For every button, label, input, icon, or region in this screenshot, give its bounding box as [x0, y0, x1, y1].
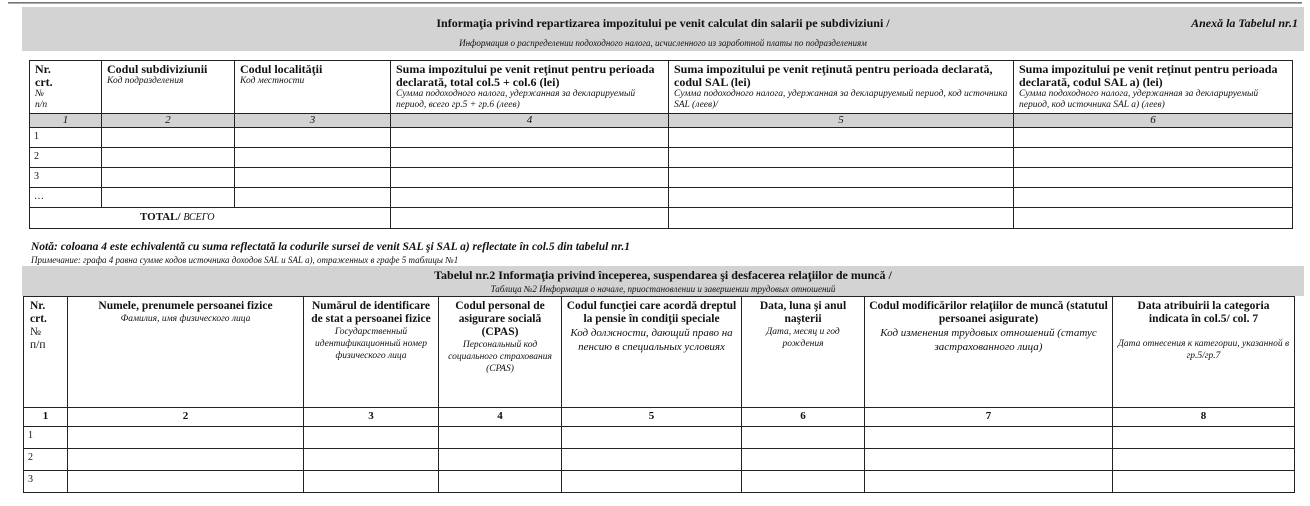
- locality-cell[interactable]: [235, 188, 391, 208]
- table-row: [30, 168, 1293, 188]
- locality-cell[interactable]: [235, 148, 391, 168]
- locality-cell[interactable]: [235, 168, 391, 188]
- t1-colnum: 3: [235, 114, 391, 128]
- top-rule: [8, 2, 1302, 4]
- name-cell[interactable]: [68, 471, 304, 493]
- birth-date-cell[interactable]: [742, 449, 865, 471]
- col5-cell[interactable]: [669, 168, 1014, 188]
- name-cell[interactable]: [68, 427, 304, 449]
- note: Notă: coloana 4 este echivalentă cu suma reflectată la codurile sursei de venit SAL şi SAL a) reflectate în col.5 din tabelul nr.1: [31, 241, 631, 253]
- col4-cell[interactable]: [391, 128, 669, 148]
- cpas-cell[interactable]: [439, 471, 562, 493]
- t2-colnum: 6: [742, 408, 865, 427]
- t1-colnum: 5: [669, 114, 1014, 128]
- t2-colnum: 2: [68, 408, 304, 427]
- row-number: 2: [24, 449, 68, 471]
- t2-header-modification-code: Codul modificărilor relaţiilor de muncă (statutul persoanei asigurate) Код изменения трудовых отношений (статус застрахованного лица): [865, 297, 1113, 408]
- t1-header-col5: Suma impozitului pe venit reţinută pentru perioada declarată, codul SAL (lei) Сумма подоходного налога, удержанная за декларируемый период, код источника SAL (леев)/: [669, 61, 1014, 114]
- idno-cell[interactable]: [304, 471, 439, 493]
- modification-code-cell[interactable]: [865, 471, 1113, 493]
- table2-title-band: [22, 266, 1304, 296]
- function-code-cell[interactable]: [562, 427, 742, 449]
- total-col5-cell[interactable]: [669, 208, 1014, 229]
- note-ru: Примечание: графа 4 равна сумме кодов источника доходов SAL и SAL а), отраженных в графе 5 таблицы №1: [31, 255, 459, 265]
- table2-column-numbers: [24, 408, 1295, 427]
- table1: [29, 60, 1293, 229]
- t2-header-birth-date: Data, luna şi anul naşterii Дата, месяц и год рождения: [742, 297, 865, 408]
- t1-colnum: 1: [30, 114, 102, 128]
- row-number: 1: [24, 427, 68, 449]
- locality-cell[interactable]: [235, 128, 391, 148]
- t1-header-nr: Nr. crt. № п/п: [30, 61, 102, 114]
- table1-header-row: [30, 61, 1293, 114]
- table1-total-row: [30, 208, 1293, 229]
- t2-header-category-date: Data atribuirii la categoria indicata în col.5/ col. 7 Дата отнесения к категории, указанной в гр.5/гр.7: [1113, 297, 1295, 408]
- row-number: 3: [24, 471, 68, 493]
- table-row: [30, 188, 1293, 208]
- table2: [23, 296, 1295, 493]
- col5-cell[interactable]: [669, 188, 1014, 208]
- name-cell[interactable]: [68, 449, 304, 471]
- t1-header-locality: Codul localităţii Код местности: [235, 61, 391, 114]
- t2-colnum: 3: [304, 408, 439, 427]
- t1-colnum: 2: [102, 114, 235, 128]
- table1-title: Informaţia privind repartizarea impozitului pe venit calculat din salarii pe subdiviziuni /: [436, 16, 890, 30]
- row-number: 1: [30, 128, 102, 148]
- function-code-cell[interactable]: [562, 471, 742, 493]
- t1-header-col6: Suma impozitului pe venit reţinut pentru perioada declarată, codul SAL a) (lei) Сумма подоходного налога, удержанная за декларируемый период, код источника SAL a) (леев): [1014, 61, 1293, 114]
- t2-colnum: 1: [24, 408, 68, 427]
- table1-title-band: [22, 7, 1304, 51]
- subdivision-cell[interactable]: [102, 128, 235, 148]
- col6-cell[interactable]: [1014, 148, 1293, 168]
- modification-code-cell[interactable]: [865, 427, 1113, 449]
- birth-date-cell[interactable]: [742, 427, 865, 449]
- birth-date-cell[interactable]: [742, 471, 865, 493]
- t2-header-name: Numele, prenumele persoanei fizice Фамилия, имя физического лица: [68, 297, 304, 408]
- col4-cell[interactable]: [391, 188, 669, 208]
- t1-colnum: 6: [1014, 114, 1293, 128]
- col6-cell[interactable]: [1014, 168, 1293, 188]
- table-row: [30, 148, 1293, 168]
- cpas-cell[interactable]: [439, 427, 562, 449]
- t1-colnum: 4: [391, 114, 669, 128]
- idno-cell[interactable]: [304, 449, 439, 471]
- table-row: [30, 128, 1293, 148]
- table2-header-row: [24, 297, 1295, 408]
- cpas-cell[interactable]: [439, 449, 562, 471]
- table-row: [24, 449, 1295, 471]
- idno-cell[interactable]: [304, 427, 439, 449]
- total-label: TOTAL/ ВСЕГО: [30, 208, 391, 229]
- modification-code-cell[interactable]: [865, 449, 1113, 471]
- col6-cell[interactable]: [1014, 188, 1293, 208]
- col5-cell[interactable]: [669, 128, 1014, 148]
- col6-cell[interactable]: [1014, 128, 1293, 148]
- row-number: 2: [30, 148, 102, 168]
- col4-cell[interactable]: [391, 168, 669, 188]
- t2-header-idno: Numărul de identificare de stat a persoanei fizice Государственный идентификационный номер физического лица: [304, 297, 439, 408]
- category-date-cell[interactable]: [1113, 449, 1295, 471]
- subdivision-cell[interactable]: [102, 188, 235, 208]
- t2-header-nr: Nr. crt. № п/п: [24, 297, 68, 408]
- table2-title: Tabelul nr.2 Informaţia privind începerea, suspendarea şi desfacerea relaţiilor de muncă /: [434, 268, 892, 282]
- annex-label: Anexă la Tabelul nr.1: [1191, 16, 1298, 30]
- table-row: [24, 471, 1295, 493]
- t2-header-function-code: Codul funcţiei care acordă dreptul la pensie în condiţii speciale Код должности, дающий право на пенсию в специальных условиях: [562, 297, 742, 408]
- row-number: …: [30, 188, 102, 208]
- t2-colnum: 7: [865, 408, 1113, 427]
- table1-title-ru: Информация о распределении подоходного налога, исчисленного из заработной платы по подразделениям: [459, 38, 867, 48]
- t2-colnum: 4: [439, 408, 562, 427]
- category-date-cell[interactable]: [1113, 427, 1295, 449]
- category-date-cell[interactable]: [1113, 471, 1295, 493]
- table1-column-numbers: [30, 114, 1293, 128]
- t1-header-subdivision: Codul subdiviziunii Код подразделения: [102, 61, 235, 114]
- function-code-cell[interactable]: [562, 449, 742, 471]
- subdivision-cell[interactable]: [102, 148, 235, 168]
- row-number: 3: [30, 168, 102, 188]
- t2-header-cpas: Codul personal de asigurare socială (CPAS) Персональный код социального страхования (CPAS): [439, 297, 562, 408]
- table-row: [24, 427, 1295, 449]
- t2-colnum: 5: [562, 408, 742, 427]
- col5-cell[interactable]: [669, 148, 1014, 168]
- total-col6-cell[interactable]: [1014, 208, 1293, 229]
- col4-cell[interactable]: [391, 148, 669, 168]
- t2-colnum: 8: [1113, 408, 1295, 427]
- total-col4-cell[interactable]: [391, 208, 669, 229]
- t1-header-col4: Suma impozitului pe venit reţinut pentru perioada declarată, total col.5 + col.6 (lei) Сумма подоходного налога, удержанная за декларируемый период, всего гр.5 + гр.6 (леев): [391, 61, 669, 114]
- table2-title-ru: Таблица №2 Информация о начале, приостановлении и завершении трудовых отношений: [490, 284, 836, 294]
- subdivision-cell[interactable]: [102, 168, 235, 188]
